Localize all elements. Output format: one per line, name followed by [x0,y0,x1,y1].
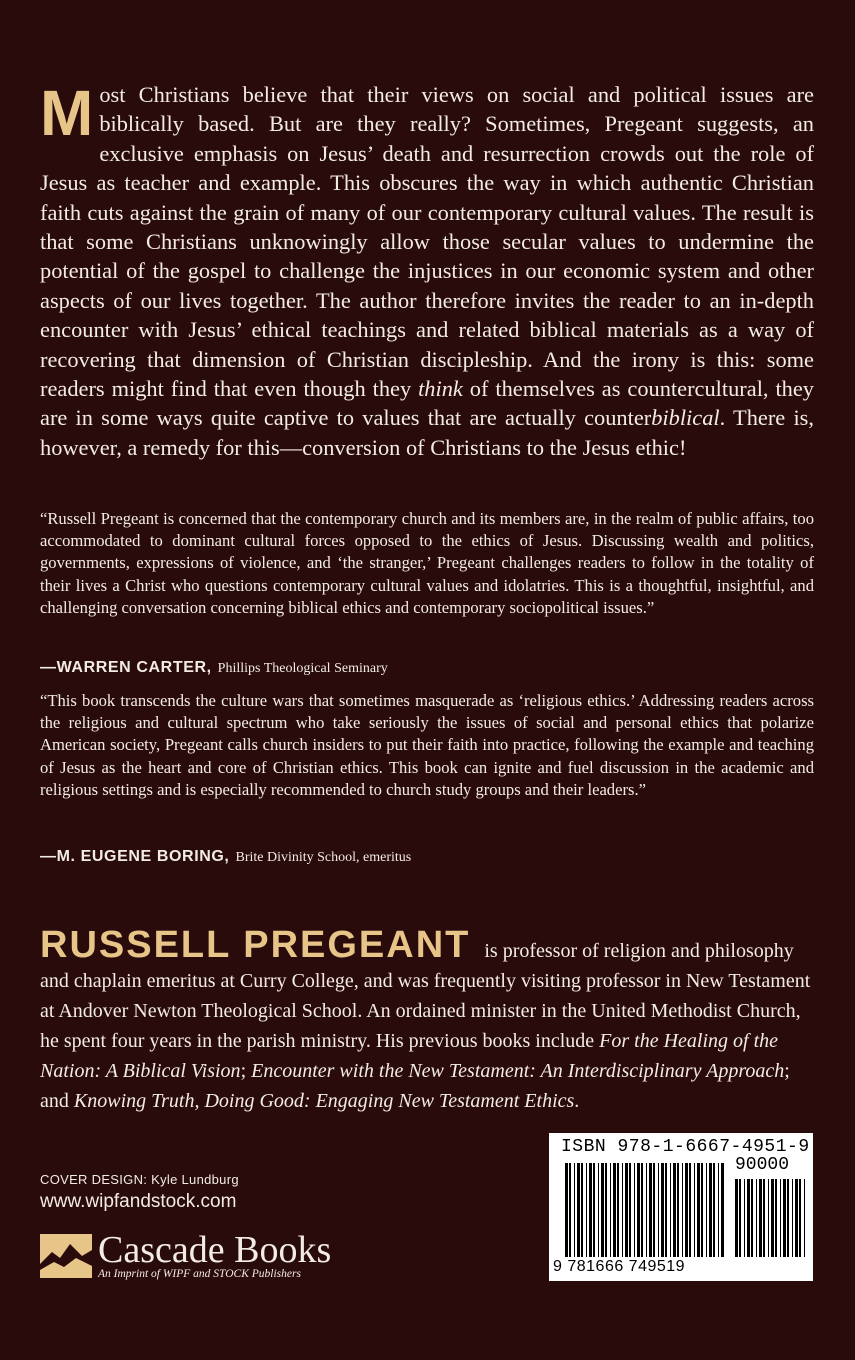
publisher-logo [40,1230,370,1282]
endorsement-attribution-carter [40,659,388,677]
previous-book-3: Knowing Truth, Doing Good: Engaging New Testament Ethics [73,1090,575,1112]
barcode-bar [685,1163,688,1257]
endorser-affiliation: Brite Divinity School, emeritus [235,850,412,865]
barcode-bar [613,1163,616,1257]
blurb-text-3: . There is, however, a remedy for this—conversion of Christians to the Jesus ethic! [40,405,814,460]
barcode-bar [610,1163,611,1257]
previous-book-2: Encounter with the New Testament: An Interdisciplinary Approach [251,1060,785,1082]
bio-end: . [574,1090,580,1112]
barcode-bar [768,1179,769,1257]
barcode-bar [771,1179,774,1257]
publisher-name: Cascade Books [98,1229,332,1271]
barcode-bar [739,1179,741,1257]
barcode-bar [661,1163,664,1257]
barcode-bar [763,1179,765,1257]
barcode-bar [701,1163,703,1257]
barcode-bar [625,1163,628,1257]
barcode-bar [744,1179,745,1257]
barcode-bar [673,1163,676,1257]
author-bio-text: is professor of religion and philosophy and chaplain emeritus at Curry College, and was frequently visiting professor in New Testament at Andover Newton Theological School. An ordained minister in the United Methodist Church, he spent four years in the parish ministry. His previous books include [40,940,811,1052]
barcode-bar [689,1163,691,1257]
publisher-imprint: An Imprint of WIPF and STOCK Publishers [98,1268,301,1280]
barcode-bar [641,1163,643,1257]
endorser-name: —WARREN CARTER, [40,659,212,676]
barcode-bar [605,1163,607,1257]
barcode-bar [759,1179,762,1257]
barcode-bar [658,1163,659,1257]
isbn-barcode [549,1133,813,1281]
bio-separator: ; [240,1060,252,1082]
blurb-emphasis-think: think [418,376,463,402]
barcode-bar [565,1163,568,1257]
barcode-bar [634,1163,635,1257]
barcode-bar [617,1163,619,1257]
barcode-bar [799,1179,801,1257]
barcode-bar [706,1163,707,1257]
price-code: 90000 [735,1155,790,1175]
barcode-bar [569,1163,571,1257]
barcode-bar [735,1179,738,1257]
cover-design-credit: COVER DESIGN: Kyle Lundburg [40,1172,239,1187]
barcode-bar [751,1179,753,1257]
barcode-bar [694,1163,695,1257]
barcode-bar [792,1179,793,1257]
barcode-bar [637,1163,640,1257]
barcode-bar [670,1163,671,1257]
barcode-bar [780,1179,781,1257]
mountain-logo-icon [40,1234,92,1278]
endorsement-quote-boring: “This book transcends the culture wars that sometimes masquerade as ‘religious ethics.’ Addressing readers across the religious and cultural spectrum who take seriously the issues of social and personal ethics that polarize American society, Pregeant calls church insiders to put their faith into practice, following the example and teaching of Jesus as the heart and core of Christian ethics. This book can ignite and fuel discussion in the academic and religious settings and is especially recommended to church study groups and their leaders.” [40,691,814,799]
barcode-bar [577,1163,580,1257]
barcode-bar [682,1163,683,1257]
endorsement-quote-carter: “Russell Pregeant is concerned that the contemporary church and its members are, in the realm of public affairs, too accommodated to dominant cultural forces opposed to the ethics of Jesus. Discussing wealth and politics, governments, expressions of violence, and ‘the stranger,’ Pregeant challenges readers to follow in the totality of their lives a Christ who questions contemporary cultural values and idolatries. This is a thoughtful, insightful, and challenging conversation concerning biblical ethics and contemporary sociopolitical issues.” [40,509,814,617]
barcode-bar [574,1163,575,1257]
blurb-emphasis-biblical: biblical [651,405,720,431]
publisher-website: www.wipfandstock.com [40,1191,237,1212]
endorser-name: —M. EUGENE BORING, [40,848,230,865]
barcode-bar [586,1163,587,1257]
barcode-bar [593,1163,595,1257]
barcode-bar [804,1179,805,1257]
barcode-bar [598,1163,599,1257]
barcode-bar [646,1163,647,1257]
barcode-bar [718,1163,719,1257]
barcode-bar [756,1179,757,1257]
isbn-text: ISBN 978-1-6667-4951-9 [561,1137,810,1157]
blurb-text-1: ost Christians believe that their views on social and political issues are biblically based. But are they really? Sometimes, Pregeant suggests, an exclusive emphasis on Jesus’ death and resurrection crowds out the role of Jesus as teacher and example. This obscures the way in which authentic Christian faith cuts against the grain of many of our contemporary cultural values. The result is that some Christians unknowingly allow those secular values to undermine the potential of the gospel to challenge the injustices in our economic system and other aspects of our lives together. The author therefore invites the reader to an in-depth encounter with Jesus’ ethical teachings and related biblical materials as a way of recovering that dimension of Christian discipleship. And the irony is this: some readers might find that even though they [40,82,814,402]
barcode-bar [713,1163,715,1257]
barcode-digits: 9 781666 749519 [553,1258,686,1275]
barcode-bar [629,1163,631,1257]
barcode-bar [775,1179,777,1257]
blurb-text-2: of themselves as countercultural, they are in some ways quite captive to values that are actually counter [40,376,814,431]
barcode-bar [697,1163,700,1257]
author-bio [40,925,814,1116]
endorsement-attribution-boring [40,848,411,866]
barcode-bar [581,1163,583,1257]
barcode-bar [783,1179,786,1257]
barcode-bar [677,1163,679,1257]
barcode-bar [589,1163,592,1257]
barcode-bar [622,1163,623,1257]
author-name: RUSSELL PREGEANT [40,924,471,966]
barcode-bar [601,1163,604,1257]
barcode-bar [665,1163,667,1257]
credits [40,1172,239,1213]
barcode-bar [747,1179,750,1257]
drop-cap: M [40,77,94,149]
barcode-bar [653,1163,655,1257]
endorser-affiliation: Phillips Theological Seminary [217,661,388,676]
barcode-bar [795,1179,798,1257]
barcode-bar [787,1179,789,1257]
barcode-bar [649,1163,652,1257]
barcode-bar [721,1163,724,1257]
previous-book-1: For the Healing of the Nation: A Biblical Vision [40,1030,779,1082]
description-blurb [40,77,814,462]
barcode-bar [709,1163,712,1257]
bio-separator: ; and [40,1060,790,1112]
